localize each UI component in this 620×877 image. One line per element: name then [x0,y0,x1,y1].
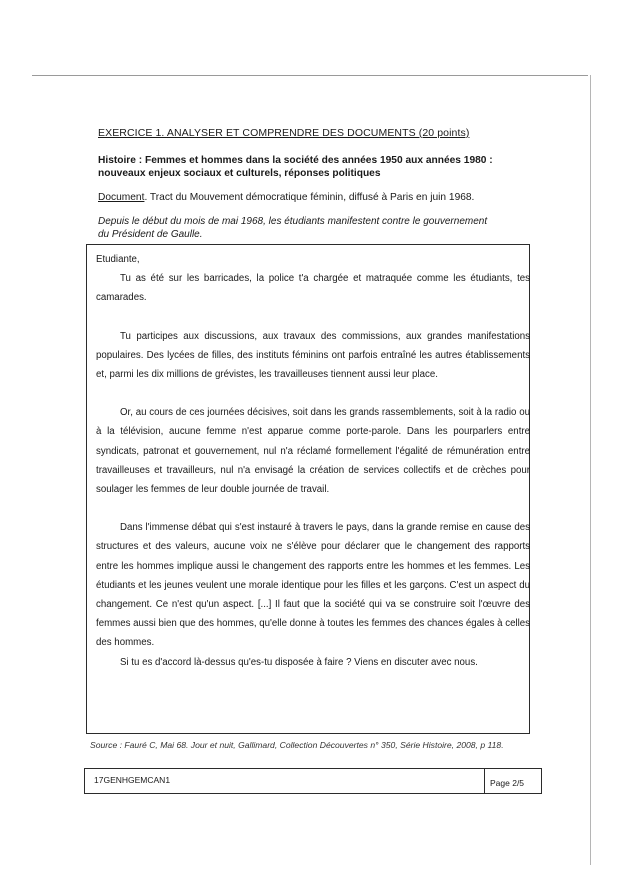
document-context [98,216,538,241]
footer-exam-code: 17GENHGEMCAN1 [94,775,171,785]
tract-paragraph-5: Si tu es d'accord là-dessus qu'es-tu disposée à faire ? Viens en discuter avec nous. [120,656,478,668]
subject-line-2: nouveaux enjeux sociaux et culturels, réponses politiques [98,168,381,179]
tract-paragraph-2: Tu participes aux discussions, aux travaux des commissions, aux grandes manifestations populaires. Des lycées de filles, des instituts féminins ont parfois entraîné les autres établissements et, parmi les dix millions de grévistes, les travailleuses tiennent aussi leur place. [96,330,530,381]
tract-text [96,250,530,672]
footer-separator [484,768,485,794]
footer-page-number: Page 2/5 [490,778,525,788]
tract-salutation: Etudiante, [96,254,140,265]
document-description: . Tract du Mouvement démocratique féminin, diffusé à Paris en juin 1968. [144,192,475,203]
context-line-1: Depuis le début du mois de mai 1968, les étudiants manifestent contre le gouvernement [98,216,488,227]
right-margin-rule [590,75,591,865]
tract-paragraph-3: Or, au cours de ces journées décisives, soit dans les grands rassemblements, soit à la radio ou à la télévision, aucune femme n'est apparue comme porte-parole. Dans les pourparlers entre syndicats, patronat et gouvernement, nul n'a réclamé formellement l'égalité de rémunération entre travailleuses et travailleurs, nul n'a envisagé la création de services collectifs et de crèches pour soulager les femmes de leur double journée de travail. [96,407,530,496]
source-citation: Source : Fauré C, Mai 68. Jour et nuit, Gallimard, Collection Découvertes n° 350, Série Histoire, 2008, p 118. [90,740,504,750]
tract-paragraph-1: Tu as été sur les barricades, la police t'a chargée et matraquée comme les étudiants, tes camarades. [96,273,530,304]
subject-line-1: Histoire : Femmes et hommes dans la société des années 1950 aux années 1980 : [98,155,493,166]
exercise-title: EXERCICE 1. ANALYSER ET COMPRENDRE DES DOCUMENTS (20 points) [98,127,470,139]
tract-paragraph-4: Dans l'immense débat qui s'est instauré à travers le pays, dans la grande remise en cause des structures et des valeurs, aucune voix ne s'élève pour déclarer que le changement des rapports entre les hommes implique aussi le changement des rapports entre les hommes et les femmes. Les étudiants et les jeunes veulent une morale identique pour les filles et les garçons. C'est un aspect du changement. Ce n'est qu'un aspect. [...] Il faut que la société qui va se construire soit l'œuvre des femmes aussi bien que des hommes, qu'elle donne à toutes les femmes des chances égales à celles des hommes. [96,522,530,649]
subject-heading [98,154,538,180]
top-rule [32,75,588,76]
document-label: Document [98,192,145,203]
context-line-2: du Président de Gaulle. [98,228,203,240]
document-caption [98,192,474,203]
